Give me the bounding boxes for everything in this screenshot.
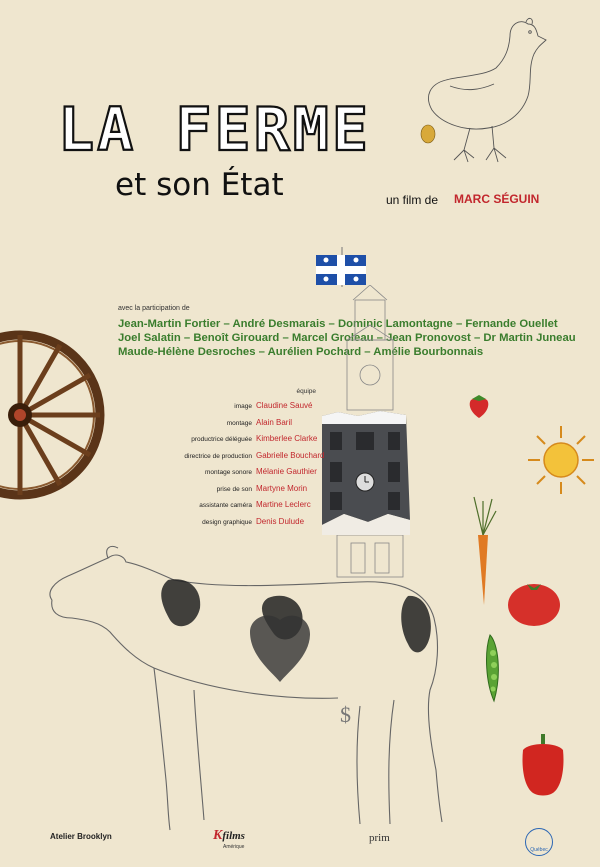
cast-line: Joel Salatin – Benoît Girouard – Marcel Groleau – Jean Pronovost – Dr Martin Juneau	[118, 331, 576, 344]
crew-list	[100, 401, 420, 533]
crew-role: assistante caméra	[199, 502, 252, 509]
crew-name: Martine Leclerc	[256, 500, 311, 509]
crew-row	[100, 401, 420, 418]
quebec-flag-icon	[314, 247, 368, 287]
director-name: MARC SÉGUIN	[454, 192, 540, 206]
equipe-label: équipe	[296, 388, 316, 395]
participation-label: avec la participation de	[118, 305, 190, 312]
crew-row	[100, 434, 420, 451]
crew-role: montage	[226, 419, 252, 427]
distributor-k: K	[213, 828, 223, 843]
hen-drawing	[410, 10, 560, 170]
crew-row	[100, 500, 420, 517]
heart-spot-icon	[250, 616, 310, 682]
distributor-logo	[213, 826, 245, 850]
distributor-name: films	[222, 830, 245, 842]
sun-drawing	[526, 424, 596, 496]
crew-role: design graphique	[202, 518, 252, 526]
producer-logo: Atelier Brooklyn	[50, 832, 112, 841]
crew-name: Denis Dulude	[256, 516, 305, 526]
cast-line: Maude-Hélène Desroches – Aurélien Pochard – Amélie Bourbonnais	[118, 345, 484, 358]
crew-name: Alain Baril	[256, 417, 293, 427]
crew-row	[100, 517, 420, 534]
crew-role: prise de son	[216, 485, 252, 493]
crew-row	[100, 484, 420, 501]
crew-name: Mélanie Gauthier	[256, 467, 317, 476]
cast-line: Jean-Martin Fortier – André Desmarais – Dominic Lamontagne – Fernande Ouellet	[118, 318, 558, 330]
strawberry-icon	[466, 392, 492, 420]
crew-row	[100, 451, 420, 468]
potato-icon	[421, 125, 435, 143]
prim-logo: prim	[369, 832, 390, 844]
crew-role: productrice déléguée	[191, 436, 252, 443]
pea-pod-icon	[482, 633, 504, 703]
sodec-logo	[525, 828, 553, 856]
crew-name: Gabrielle Bouchard	[256, 450, 325, 460]
poster-title: LA FERME	[58, 95, 371, 165]
crew-role: image	[234, 403, 252, 410]
poster-subtitle: et son État	[115, 167, 284, 203]
crew-name: Claudine Sauvé	[256, 401, 313, 410]
distributor-sub: Amérique	[223, 844, 245, 850]
crew-role: montage sonore	[205, 469, 252, 476]
sodec-text: Québec	[530, 847, 548, 853]
carrot-icon	[468, 495, 498, 607]
crew-name: Kimberlee Clarke	[256, 434, 318, 443]
bell-pepper-icon	[517, 730, 569, 796]
wagon-wheel-drawing	[0, 330, 115, 505]
film-by-label: un film de	[386, 193, 439, 207]
crew-row	[100, 467, 420, 484]
svg-text:$: $	[340, 702, 351, 727]
crew-name: Martyne Morin	[256, 483, 308, 493]
crew-role: directrice de production	[184, 452, 252, 460]
tomato-icon	[507, 578, 562, 628]
cow-drawing	[38, 540, 463, 840]
crew-row	[100, 418, 420, 435]
